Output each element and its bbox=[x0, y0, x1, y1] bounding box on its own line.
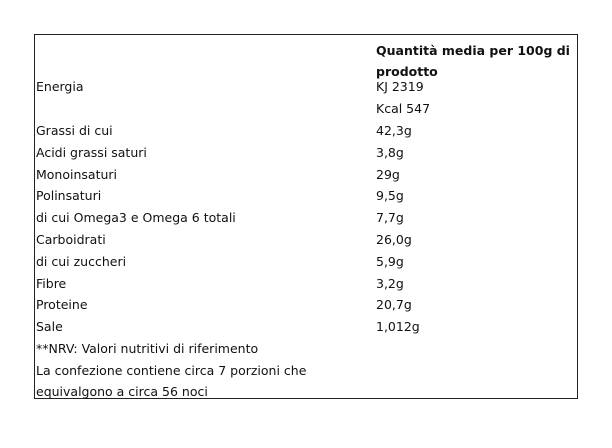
nutrient-value: KJ 2319 bbox=[376, 79, 424, 94]
portions-note: La confezione contiene circa 7 porzioni che equivalgono a circa 56 noci bbox=[36, 363, 307, 399]
nutrient-value: Kcal 547 bbox=[376, 101, 431, 116]
nutrient-name: Energia bbox=[36, 79, 84, 94]
nutrient-name: Grassi di cui bbox=[36, 123, 113, 138]
nutrient-value: 26,0g bbox=[376, 232, 412, 247]
nutrient-value: 29g bbox=[376, 167, 400, 182]
nutrient-name: Polinsaturi bbox=[36, 188, 102, 203]
row-energia-kcal bbox=[36, 98, 576, 119]
row-omega bbox=[36, 207, 576, 228]
nutrient-name: Carboidrati bbox=[36, 232, 106, 247]
nrv-footnote: **NRV: Valori nutritivi di riferimento bbox=[36, 341, 259, 356]
row-fibre bbox=[36, 273, 576, 294]
row-monoinsaturi bbox=[36, 164, 576, 185]
nutrient-name: di cui Omega3 e Omega 6 totali bbox=[36, 210, 236, 225]
nutrient-name: Proteine bbox=[36, 297, 88, 312]
nutrient-value: 3,2g bbox=[376, 276, 404, 291]
row-carboidrati bbox=[36, 229, 576, 250]
column-header-per-100g: Quantità media per 100g di prodotto bbox=[376, 43, 570, 79]
row-acidi-grassi-saturi bbox=[36, 142, 576, 163]
nutrient-value: 7,7g bbox=[376, 210, 404, 225]
row-zuccheri bbox=[36, 251, 576, 272]
row-proteine bbox=[36, 294, 576, 315]
nutrient-name: Acidi grassi saturi bbox=[36, 145, 147, 160]
row-grassi bbox=[36, 120, 576, 141]
row-polinsaturi bbox=[36, 185, 576, 206]
row-energia bbox=[36, 76, 576, 97]
nutrient-value: 1,012g bbox=[376, 319, 420, 334]
nutrient-name: Sale bbox=[36, 319, 63, 334]
nutrient-value: 9,5g bbox=[376, 188, 404, 203]
nutrient-name: Monoinsaturi bbox=[36, 167, 118, 182]
nutrient-value: 42,3g bbox=[376, 123, 412, 138]
nutrient-value: 5,9g bbox=[376, 254, 404, 269]
nutrient-value: 3,8g bbox=[376, 145, 404, 160]
row-sale bbox=[36, 316, 576, 337]
nutrient-name: Fibre bbox=[36, 276, 67, 291]
nutrient-value: 20,7g bbox=[376, 297, 412, 312]
nutrient-name: di cui zuccheri bbox=[36, 254, 127, 269]
